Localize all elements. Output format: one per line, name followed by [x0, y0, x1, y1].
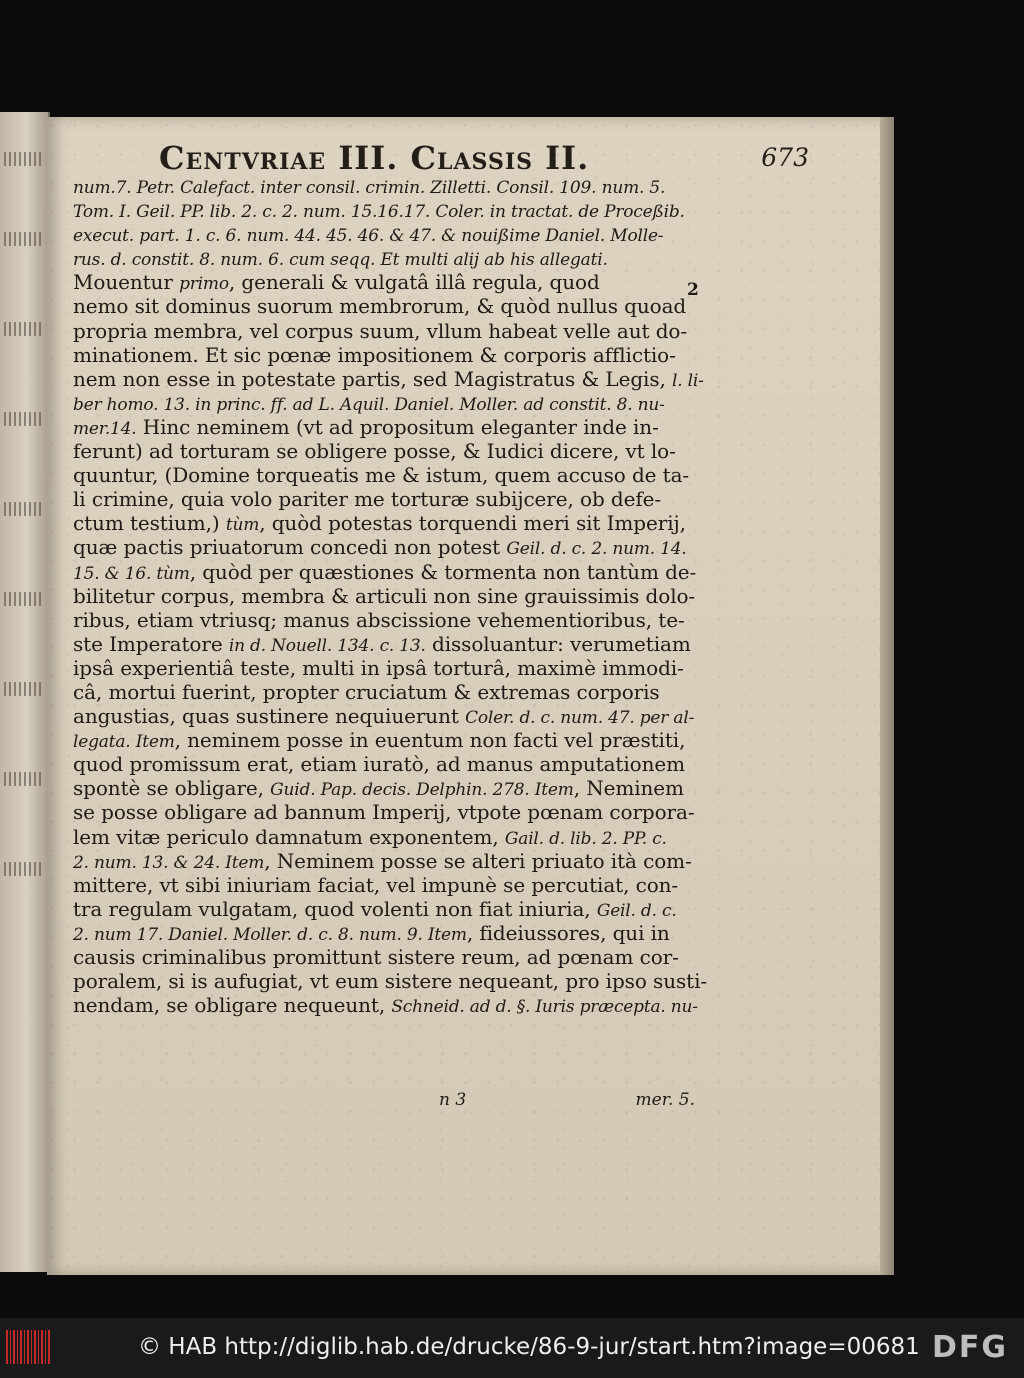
text-line [73, 704, 695, 728]
text-line [73, 897, 695, 921]
italic-citation: Tom. I. Geil. PP. lib. 2. c. 2. num. 15.16.17. Coler. in tractat. de Proceßib. [73, 202, 685, 223]
italic-citation: l. li- [672, 370, 704, 391]
roman-text: mittere, vt sibi iniuriam faciat, vel impunè se percutiat, con- [73, 872, 679, 897]
page-fore-edge [880, 117, 894, 1275]
text-line [73, 319, 695, 343]
italic-citation: primo [179, 274, 229, 295]
text-line [73, 584, 695, 608]
text-line [73, 560, 695, 584]
text-line [73, 439, 695, 463]
text-line [73, 873, 695, 897]
signature-mark: n 3 [439, 1090, 467, 1110]
text-line [73, 391, 695, 415]
text-line [73, 608, 695, 632]
text-line [73, 535, 695, 559]
roman-text: li crimine, quia volo pariter me torturæ subijcere, ob defe- [73, 487, 662, 512]
roman-text: spontè se obligare, [73, 776, 271, 801]
italic-citation: Schneid. ad d. §. Iuris præcepta. nu- [391, 997, 698, 1018]
text-line [73, 849, 695, 873]
text-line [73, 728, 695, 752]
text-line [73, 487, 695, 511]
text-line [73, 680, 695, 704]
roman-text: propria membra, vel corpus suum, vllum habeat velle aut do- [73, 318, 687, 343]
roman-text: ipsâ experientiâ teste, multi in ipsâ torturâ, maximè immodi- [73, 655, 684, 680]
text-line [73, 415, 695, 439]
roman-text: , Neminem [573, 776, 684, 801]
text-line [73, 366, 704, 391]
roman-text: ste Imperatore [73, 631, 229, 656]
catch-line [73, 1088, 695, 1112]
text-line [73, 343, 695, 367]
roman-text: quuntur, (Domine torqueatis me & istum, quem accuso de ta- [73, 463, 690, 488]
text-line [73, 294, 695, 318]
text-line [73, 969, 708, 994]
roman-text: nem non esse in potestate partis, sed Magistratus & Legis, [73, 366, 673, 391]
body-text [73, 174, 708, 1110]
page-header [159, 139, 809, 179]
catchword: mer. 5. [635, 1090, 695, 1110]
roman-text: tra regulam vulgatam, quod volenti non fiat iniuria, [73, 896, 597, 921]
text-line [73, 511, 695, 535]
text-line [73, 921, 695, 945]
text-line [73, 174, 695, 198]
text-line [73, 945, 695, 969]
italic-citation: ber homo. 13. in princ. ff. ad L. Aquil. Daniel. Moller. ad constit. 8. nu- [73, 394, 665, 415]
roman-text: Mouentur [73, 270, 180, 295]
roman-text: câ, mortui fuerint, propter cruciatum & extremas corporis [73, 679, 660, 704]
italic-citation: Geil. d. c. [596, 900, 677, 921]
text-line [73, 752, 695, 776]
roman-text: se posse obligare ad bannum Imperij, vtpote pœnam corpora- [73, 800, 695, 825]
text-line [73, 993, 698, 1018]
roman-text: lem vitæ periculo damnatum exponentem, [73, 824, 505, 849]
text-line [73, 632, 695, 656]
roman-text: ferunt) ad torturam se obligere posse, & Iudici dicere, vt lo- [73, 439, 676, 464]
roman-text: quod promissum erat, etiam iuratò, ad manus amputationem [73, 752, 685, 777]
text-line [73, 800, 695, 824]
margin-number: 2 [687, 280, 699, 300]
running-head: Centvriae III. Classis II. [159, 139, 590, 177]
roman-text: poralem, si is aufugiat, vt eum sistere nequeant, pro ipso susti- [73, 969, 708, 994]
italic-citation: Guid. Pap. decis. Delphin. 278. Item [270, 780, 574, 801]
italic-citation: Gail. d. lib. 2. PP. c. [504, 828, 667, 849]
italic-citation: tùm [225, 515, 260, 536]
italic-citation: 2. num. 13. & 24. Item [73, 852, 265, 873]
roman-text: , Neminem posse se alteri priuato ità com- [264, 848, 692, 873]
dfg-logo: DFG [931, 1330, 1008, 1365]
text-line [73, 825, 695, 849]
roman-text: Hinc neminem (vt ad propositum eleganter inde in- [136, 414, 659, 439]
text-line [73, 246, 695, 270]
italic-citation: legata. Item [73, 732, 175, 753]
italic-citation: mer.14. [73, 418, 137, 439]
italic-citation: Geil. d. c. 2. num. 14. [506, 539, 687, 560]
roman-text: nendam, se obligare nequeunt, [73, 993, 392, 1018]
roman-text: quæ pactis priuatorum concedi non potest [73, 535, 507, 560]
barcode-icon [6, 1330, 50, 1364]
italic-citation: num.7. Petr. Calefact. inter consil. crimin. Zilletti. Consil. 109. num. 5. [73, 178, 666, 198]
book-page [47, 117, 890, 1275]
text-line [73, 656, 695, 680]
roman-text: bilitetur corpus, membra & articuli non sine grauissimis dolo- [73, 583, 696, 608]
roman-text: dissoluantur: verumetiam [425, 631, 691, 656]
viewer-footer [0, 1318, 1024, 1378]
roman-text: ctum testium,) [73, 511, 226, 536]
italic-citation: execut. part. 1. c. 6. num. 44. 45. 46. & 47. & nouißime Daniel. Molle- [73, 226, 664, 247]
facing-page-edge [0, 112, 50, 1272]
text-line [73, 222, 695, 246]
roman-text: angustias, quas sustinere nequiuerunt [73, 704, 466, 729]
italic-citation: Coler. d. c. num. 47. per al- [465, 708, 695, 729]
italic-citation: 2. num 17. Daniel. Moller. d. c. 8. num. 9. Item [73, 924, 467, 945]
roman-text: , generali & vulgatâ illâ regula, quod [228, 270, 600, 295]
copyright-link[interactable]: © HAB http://diglib.hab.de/drucke/86-9-jur/start.htm?image=00681 [138, 1334, 920, 1360]
roman-text: causis criminalibus promittunt sistere reum, ad pœnam cor- [73, 945, 679, 969]
roman-text: minationem. Et sic pœnæ impositionem & corporis afflictio- [73, 342, 676, 367]
roman-text: , fideiussores, qui in [466, 920, 670, 945]
roman-text: , quòd potestas torquendi meri sit Imperij, [259, 511, 686, 536]
page-number: 673 [761, 143, 809, 172]
text-line [73, 198, 695, 222]
italic-citation: rus. d. constit. 8. num. 6. cum seqq. Et multi alij ab his allegati. [73, 250, 608, 271]
text-line [73, 776, 695, 800]
italic-citation: in d. Nouell. 134. c. 13. [228, 635, 426, 656]
roman-text: , quòd per quæstiones & tormenta non tantùm de- [189, 559, 697, 584]
italic-citation: 15. & 16. tùm [73, 563, 190, 584]
text-line [73, 463, 695, 487]
roman-text: nemo sit dominus suorum membrorum, & quòd nullus quoad [73, 294, 687, 319]
roman-text: , neminem posse in euentum non facti vel præstiti, [174, 728, 686, 753]
text-line [73, 270, 695, 294]
roman-text: ribus, etiam vtriusq; manus abscissione vehementioribus, te- [73, 607, 685, 632]
